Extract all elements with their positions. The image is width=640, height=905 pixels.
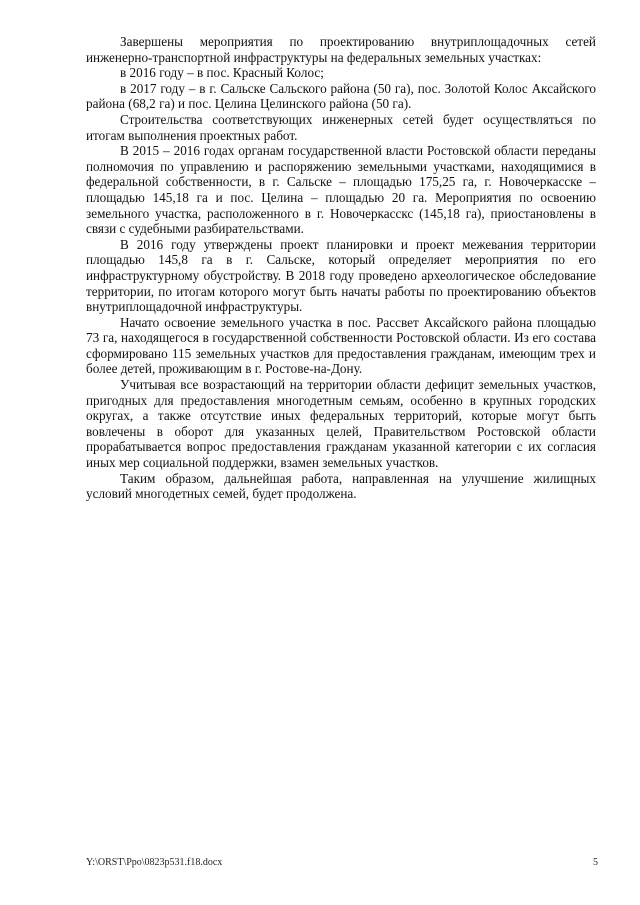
paragraph-2017-item: в 2017 году – в г. Сальске Сальского района (50 га), пос. Золотой Колос Аксайского района (68,2 га) и пос. Целина Целинского района (50 га).	[86, 80, 596, 112]
footer-file-path: Y:\ORST\Ppo\0823p531.f18.docx	[86, 857, 223, 868]
paragraph-powers-transferred: В 2015 – 2016 годах органам государственной власти Ростовской области переданы полномочия по управлению и распоряжению земельными участками, находящимися в федеральной собственности, в г. Сальске – площадью 175,25 га, г. Новочеркасске – площадью 145,18 га и пос. Целина – площадью 20 га. Мероприятия по освоению земельного участка, расположенного в г. Новочеркасскс (145,18 га), приостановлены в связи с судебными разбирательствами.	[86, 143, 596, 237]
paragraph-land-deficit: Учитывая все возрастающий на территории области дефицит земельных участков, пригодных для предоставления многодетным семьям, особенно в крупных городских округах, а также отсутствие иных федеральных территорий, которые могут быть вовлечены в оборот для указанных целей, Правительством Ростовской области прорабатывается вопрос предоставления гражданам указанной категории с их согласия иных мер социальной поддержки, взамен земельных участков.	[86, 377, 596, 471]
paragraph-salsk-project: В 2016 году утверждены проект планировки и проект межевания территории площадью 145,8 га в г. Сальске, который определяет мероприятия по его инфраструктурному обустройству. В 2018 году проведено археологическое обследование территории, по итогам которого могут быть начаты работы по проектированию объектов внутриплощадочной инфраструктуры.	[86, 236, 596, 315]
document-body	[86, 34, 596, 502]
paragraph-design-completed: Завершены мероприятия по проектированию внутриплощадочных сетей инженерно-транспортной инфраструктуры на федеральных земельных участках:	[86, 34, 596, 65]
paragraph-conclusion: Таким образом, дальнейшая работа, направленная на улучшение жилищных условий многодетных семей, будет продолжена.	[86, 470, 596, 502]
paragraph-2016-item: в 2016 году – в пос. Красный Колос;	[120, 65, 324, 81]
paragraph-rassvet-development: Начато освоение земельного участка в пос. Рассвет Аксайского района площадью 73 га, находящегося в государственной собственности Ростовской области. Из его состава сформировано 115 земельных участков для предоставления гражданам, имеющим трех и более детей, проживающим в г. Ростове-на-Дону.	[86, 314, 596, 377]
paragraph-construction: Строительства соответствующих инженерных сетей будет осуществляться по итогам выполнения проектных работ.	[86, 111, 596, 143]
page-number: 5	[593, 857, 598, 868]
